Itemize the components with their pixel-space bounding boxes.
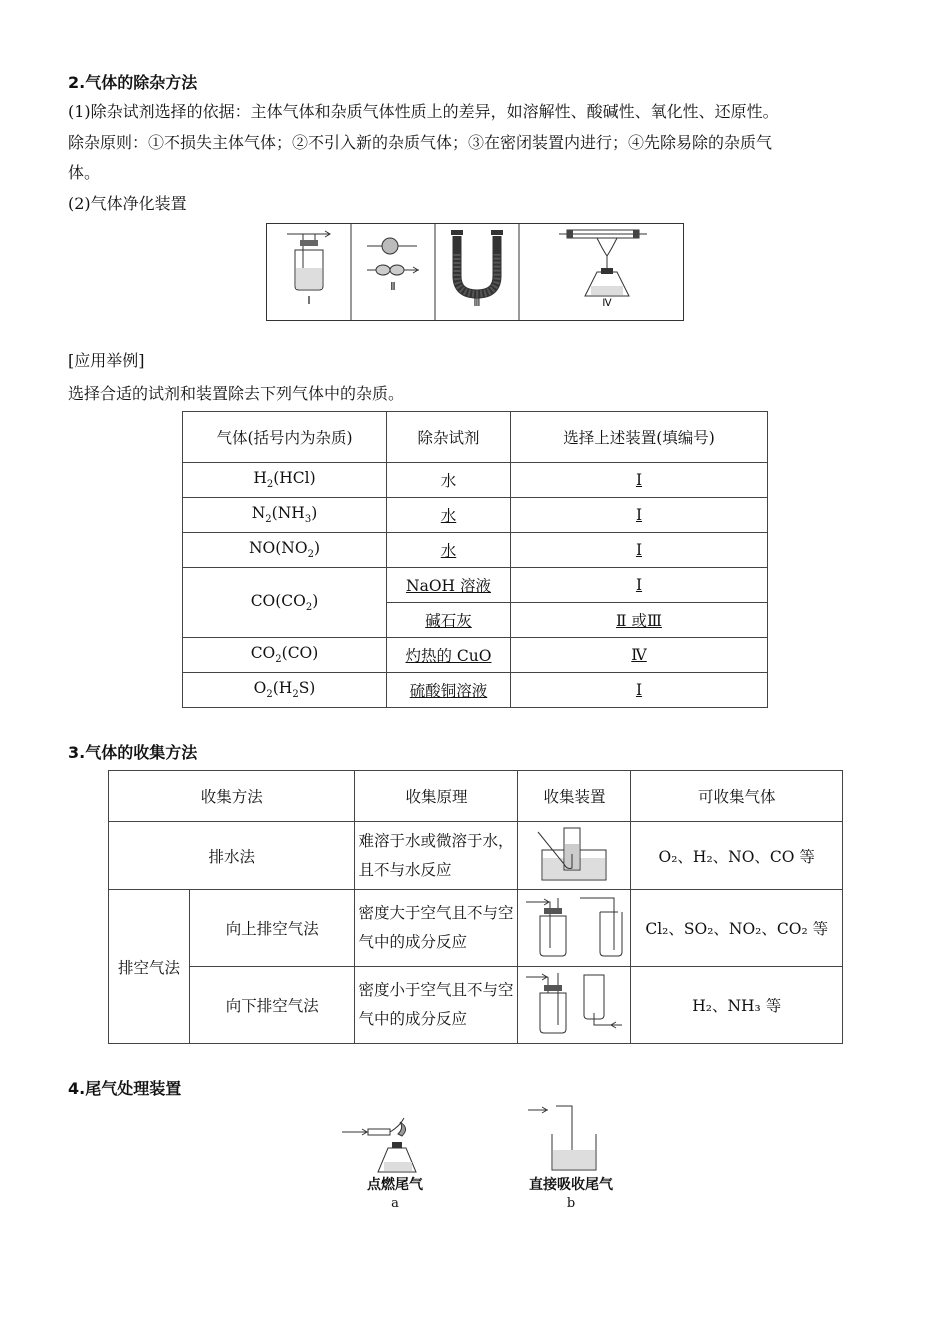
reagent-cell: 水 [387, 533, 511, 568]
table-header: 收集原理 [355, 771, 518, 822]
device-cell [518, 967, 631, 1044]
table-row [109, 890, 843, 967]
device-cell: Ⅰ [511, 673, 768, 708]
gas-cell: $CO(CO_2)$ [183, 568, 387, 638]
device-label-2: Ⅱ [390, 281, 396, 293]
example-intro: 选择合适的试剂和装置除去下列气体中的杂质。 [68, 384, 405, 403]
table-row [109, 967, 843, 1044]
section4-heading: 4.尾气处理装置 [68, 1079, 182, 1098]
gas-cell: $NO(NO_2)$ [183, 533, 387, 568]
device-cell: Ⅳ [511, 638, 768, 673]
table-header: 气体(括号内为杂质) [183, 412, 387, 463]
air-method-cell: 排空气法 [109, 890, 190, 1044]
caption-b: 直接吸收尾气 [529, 1177, 613, 1193]
section2-heading: 2.气体的除杂方法 [68, 73, 198, 92]
washing-bottle-icon [287, 231, 330, 290]
method-cell: 向上排空气法 [190, 890, 355, 967]
table-header: 选择上述装置(填编号) [511, 412, 768, 463]
water-collection-icon [534, 824, 614, 884]
heated-tube-icon [559, 230, 647, 296]
device-cell: Ⅰ [511, 463, 768, 498]
u-tube-icon [451, 230, 503, 294]
label-a: a [391, 1196, 399, 1211]
gases-cell: H₂、NH₃ 等 [631, 967, 843, 1044]
purification-devices-figure [267, 224, 683, 320]
table-row [183, 568, 768, 603]
gases-cell: O₂、H₂、NO、CO 等 [631, 822, 843, 890]
principle-cell: 密度大于空气且不与空气中的成分反应 [355, 890, 518, 967]
drying-tube-icon [367, 238, 419, 275]
tail-gas-absorb-figure [526, 1104, 606, 1176]
device-cell [518, 822, 631, 890]
table-header: 收集方法 [109, 771, 355, 822]
principle-cell: 难溶于水或微溶于水，且不与水反应 [355, 822, 518, 890]
impurity-table [182, 411, 768, 708]
table-row [183, 673, 768, 708]
caption-a: 点燃尾气 [367, 1177, 423, 1193]
table-row [183, 463, 768, 498]
method-cell: 排水法 [109, 822, 355, 890]
principle-cell: 密度小于空气且不与空气中的成分反应 [355, 967, 518, 1044]
device-cell: Ⅰ [511, 568, 768, 603]
reagent-cell: 灼热的 CuO [387, 638, 511, 673]
reagent-cell: 水 [387, 463, 511, 498]
table-row [109, 822, 843, 890]
reagent-cell: 碱石灰 [387, 603, 511, 638]
table-row [183, 498, 768, 533]
reagent-cell: 水 [387, 498, 511, 533]
section2-p2: 除杂原则：①不损失主体气体；②不引入新的杂质气体；③在密闭装置内进行；④先除易除的杂质气 [68, 133, 773, 152]
reagent-cell: NaOH 溶液 [387, 568, 511, 603]
alcohol-lamp-icon [340, 1112, 440, 1176]
gas-cell: $CO_2(CO)$ [183, 638, 387, 673]
device-label-4: Ⅳ [602, 298, 612, 309]
label-b: b [566, 1196, 576, 1211]
device-cell: Ⅰ [511, 498, 768, 533]
purification-devices-panel [266, 223, 684, 321]
table-row [183, 533, 768, 568]
downward-air-collection-icon [522, 969, 626, 1037]
table-header: 除杂试剂 [387, 412, 511, 463]
table-row [183, 638, 768, 673]
method-cell: 向下排空气法 [190, 967, 355, 1044]
table-header: 收集装置 [518, 771, 631, 822]
gas-cell: $H_2(HCl)$ [183, 463, 387, 498]
reagent-cell: 硫酸铜溶液 [387, 673, 511, 708]
upward-air-collection-icon [522, 892, 626, 960]
beaker-absorption-icon [526, 1104, 606, 1176]
table-header: 可收集气体 [631, 771, 843, 822]
gases-cell: Cl₂、SO₂、NO₂、CO₂ 等 [631, 890, 843, 967]
example-heading: [应用举例] [68, 351, 145, 370]
section3-heading: 3.气体的收集方法 [68, 743, 198, 762]
collection-table [108, 770, 843, 1044]
device-label-1: Ⅰ [307, 295, 311, 307]
gas-cell: $O_2(H_2S)$ [183, 673, 387, 708]
tail-gas-burn-figure [340, 1112, 440, 1176]
gas-cell: $N_2(NH_3)$ [183, 498, 387, 533]
device-label-3: Ⅲ [473, 298, 481, 309]
section2-p1: (1)除杂试剂选择的依据：主体气体和杂质气体性质上的差异，如溶解性、酸碱性、氧化性、还原性。 [68, 102, 779, 121]
section2-sub: (2)气体净化装置 [68, 194, 187, 213]
section2-p3: 体。 [68, 163, 101, 182]
device-cell: Ⅱ 或Ⅲ [511, 603, 768, 638]
device-cell [518, 890, 631, 967]
device-cell: Ⅰ [511, 533, 768, 568]
